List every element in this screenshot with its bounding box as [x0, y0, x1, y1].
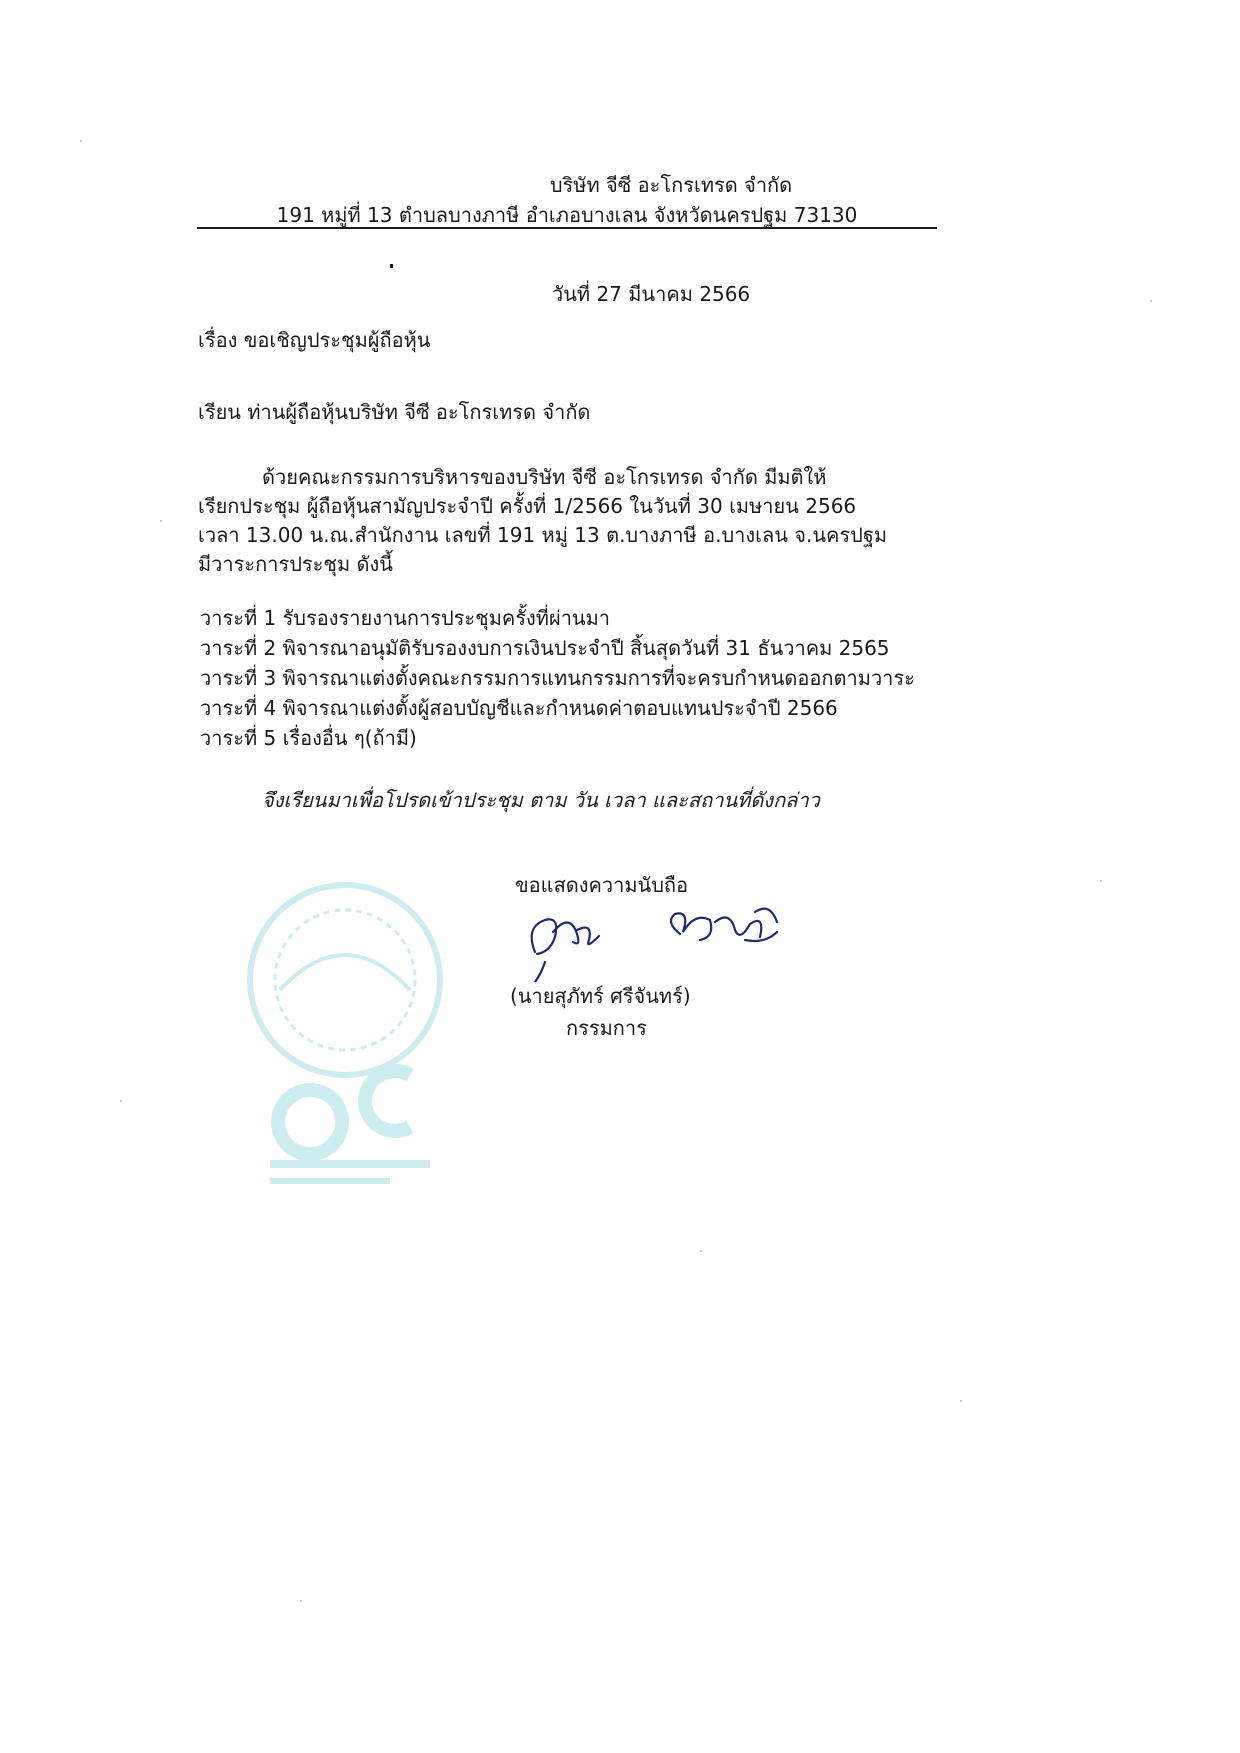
signer-name: (นายสุภัทร์ ศรีจันทร์) — [510, 984, 691, 1008]
scan-speckle — [80, 140, 82, 142]
regards-text: ขอแสดงความนับถือ — [515, 873, 689, 897]
scan-speckle — [120, 1100, 122, 1102]
scan-speckle — [960, 1400, 962, 1402]
letter-salutation: เรียน ท่านผู้ถือหุ้นบริษัท จีซี อะโกรเทรด จำกัด — [198, 400, 591, 424]
scan-speckle — [700, 1250, 702, 1252]
scan-speckle — [1150, 300, 1152, 302]
agenda-item: วาระที่ 1 รับรองรายงานการประชุมครั้งที่ผ่านมา — [200, 606, 611, 630]
letter-date: วันที่ 27 มีนาคม 2566 — [552, 282, 751, 306]
scan-speckle — [160, 520, 162, 522]
agenda-item: วาระที่ 2 พิจารณาอนุมัติรับรองงบการเงินประจำปี สิ้นสุดวันที่ 31 ธันวาคม 2565 — [200, 636, 890, 660]
body-line: เรียกประชุม ผู้ถือหุ้นสามัญประจำปี ครั้งที่ 1/2566 ในวันที่ 30 เมษายน 2566 — [198, 494, 857, 518]
company-name — [0, 171, 1240, 199]
body-line: มีวาระการประชุม ดังนี้ — [198, 552, 393, 576]
body-line: เวลา 13.00 น.ณ.สำนักงาน เลขที่ 191 หมู่ 13 ต.บางภาษี อ.บางเลน จ.นครปฐม — [198, 523, 888, 547]
letter-subject: เรื่อง ขอเชิญประชุมผู้ถือหุ้น — [198, 328, 431, 352]
agenda-item: วาระที่ 4 พิจารณาแต่งตั้งผู้สอบบัญชีและกำหนดค่าตอบแทนประจำปี 2566 — [200, 696, 838, 720]
agenda-item: วาระที่ 5 เรื่องอื่น ๆ(ถ้ามี) — [200, 726, 417, 750]
scan-speckle — [1100, 880, 1102, 882]
agenda-item: วาระที่ 3 พิจารณาแต่งตั้งคณะกรรมการแทนกรรมการที่จะครบกำหนดออกตามวาระ — [200, 666, 915, 690]
company-address: 191 หมู่ที่ 13 ตำบลบางภาษี อำเภอบางเลน จังหวัดนครปฐม 73130 — [276, 203, 858, 227]
signature-icon — [515, 892, 815, 982]
ink-speck — [390, 264, 393, 268]
body-line: ด้วยคณะกรรมการบริหารของบริษัท จีซี อะโกรเทรด จำกัด มีมติให้ — [262, 465, 827, 489]
closing-line: จึงเรียนมาเพื่อโปรดเข้าประชุม ตาม วัน เวลา และสถานที่ดังกล่าว — [262, 788, 820, 812]
company-name-text: บริษัท จีซี อะโกรเทรด จำกัด — [549, 173, 793, 197]
company-seal-icon — [220, 860, 470, 1220]
scan-speckle — [300, 1600, 302, 1602]
letterhead-rule — [197, 227, 937, 229]
signer-title: กรรมการ — [566, 1016, 647, 1040]
